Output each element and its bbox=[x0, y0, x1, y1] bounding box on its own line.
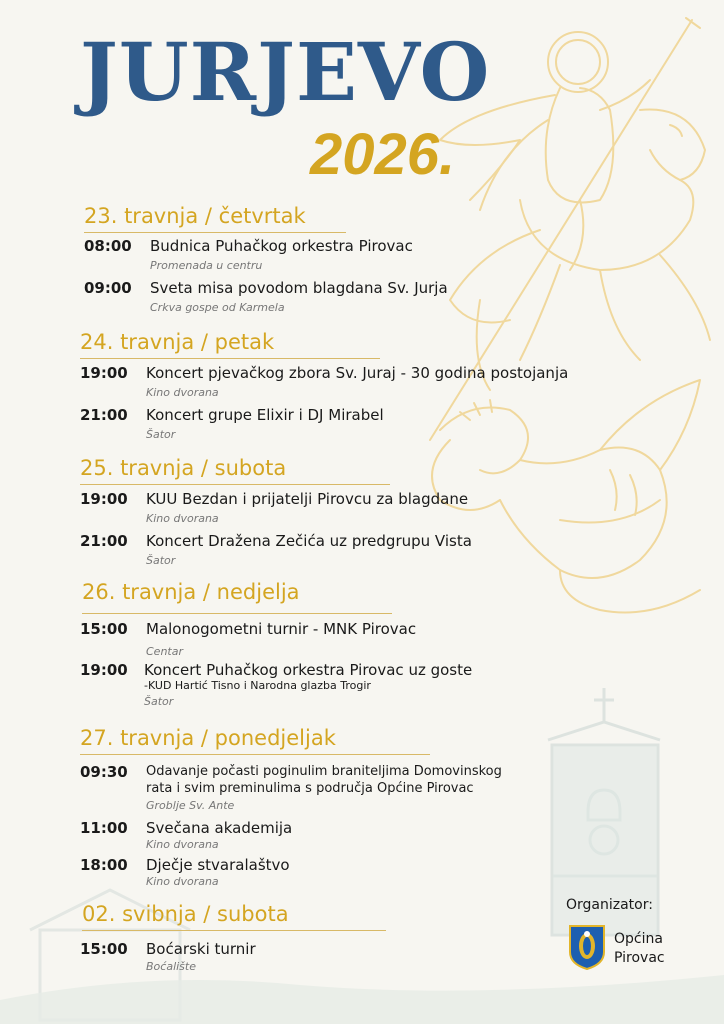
event-item bbox=[80, 490, 540, 526]
event-title: Budnica Puhačkog orkestra Pirovac bbox=[150, 237, 413, 255]
event-location: Crkva gospe od Karmela bbox=[150, 301, 285, 314]
municipality-crest-icon bbox=[568, 924, 606, 970]
event-location: Šator bbox=[144, 695, 174, 708]
event-location: Šator bbox=[146, 428, 176, 441]
event-time: 09:30 bbox=[80, 763, 128, 781]
organizer-name-line1: Općina bbox=[614, 931, 663, 947]
event-subtitle: -KUD Hartić Tisno i Narodna glazba Trogir bbox=[144, 679, 371, 692]
day-section bbox=[84, 206, 346, 241]
event-time: 21:00 bbox=[80, 532, 128, 550]
event-item bbox=[80, 819, 480, 852]
event-item bbox=[80, 532, 540, 568]
day-heading: 23. travnja / četvrtak bbox=[84, 206, 346, 233]
event-item bbox=[84, 279, 484, 315]
event-time: 09:00 bbox=[84, 279, 132, 297]
event-title: Koncert Puhačkog orkestra Pirovac uz goste bbox=[144, 661, 473, 679]
day-section bbox=[82, 904, 386, 939]
event-location: Kino dvorana bbox=[146, 386, 219, 399]
event-title: Koncert grupe Elixir i DJ Mirabel bbox=[146, 406, 384, 424]
organizer-name-line2: Pirovac bbox=[614, 950, 665, 966]
event-title: Odavanje počasti poginulim braniteljima Domovinskog rata i svim preminulima s područja Općine Pirovac bbox=[146, 764, 502, 796]
event-title: Sveta misa povodom blagdana Sv. Jurja bbox=[150, 279, 448, 297]
event-item bbox=[80, 406, 480, 442]
event-location: Kino dvorana bbox=[146, 875, 219, 888]
event-location: Centar bbox=[146, 645, 183, 658]
event-time: 15:00 bbox=[80, 940, 128, 958]
event-time: 18:00 bbox=[80, 856, 128, 874]
organizer-name bbox=[614, 930, 665, 968]
organizer-label: Organizator: bbox=[566, 897, 653, 913]
event-item bbox=[80, 940, 480, 974]
day-section bbox=[80, 458, 390, 493]
day-heading: 26. travnja / nedjelja bbox=[82, 582, 392, 614]
event-time: 19:00 bbox=[80, 661, 128, 679]
event-item bbox=[84, 237, 464, 273]
event-time: 11:00 bbox=[80, 819, 128, 837]
event-time: 15:00 bbox=[80, 620, 128, 638]
day-section bbox=[80, 332, 380, 367]
event-year: 2026. bbox=[310, 122, 456, 187]
page-title: JURJEVO bbox=[80, 25, 491, 119]
day-heading: 02. svibnja / subota bbox=[82, 904, 386, 931]
event-title: Koncert pjevačkog zbora Sv. Juraj - 30 godina postojanja bbox=[146, 364, 569, 382]
day-section bbox=[82, 582, 392, 622]
event-title: Svečana akademija bbox=[146, 819, 293, 837]
event-item bbox=[80, 763, 540, 813]
day-section bbox=[80, 728, 430, 763]
day-heading: 27. travnja / ponedjeljak bbox=[80, 728, 430, 755]
event-time: 21:00 bbox=[80, 406, 128, 424]
event-time: 08:00 bbox=[84, 237, 132, 255]
event-item bbox=[80, 856, 480, 889]
day-heading: 24. travnja / petak bbox=[80, 332, 380, 359]
event-title: Malonogometni turnir - MNK Pirovac bbox=[146, 620, 417, 638]
event-location: Kino dvorana bbox=[146, 838, 219, 851]
event-time: 19:00 bbox=[80, 364, 128, 382]
event-item bbox=[80, 620, 500, 659]
day-heading: 25. travnja / subota bbox=[80, 458, 390, 485]
event-location: Boćalište bbox=[146, 960, 196, 973]
event-location: Šator bbox=[146, 554, 176, 567]
event-title: KUU Bezdan i prijatelji Pirovcu za blagdane bbox=[146, 490, 469, 508]
event-location: Groblje Sv. Ante bbox=[146, 799, 235, 812]
event-title: Dječje stvaralaštvo bbox=[146, 856, 290, 874]
event-location: Promenada u centru bbox=[150, 259, 263, 272]
event-location: Kino dvorana bbox=[146, 512, 219, 525]
event-item bbox=[80, 661, 540, 709]
event-item bbox=[80, 364, 580, 400]
event-title: Boćarski turnir bbox=[146, 940, 256, 958]
event-title: Koncert Dražena Zečića uz predgrupu Vista bbox=[146, 532, 472, 550]
event-time: 19:00 bbox=[80, 490, 128, 508]
